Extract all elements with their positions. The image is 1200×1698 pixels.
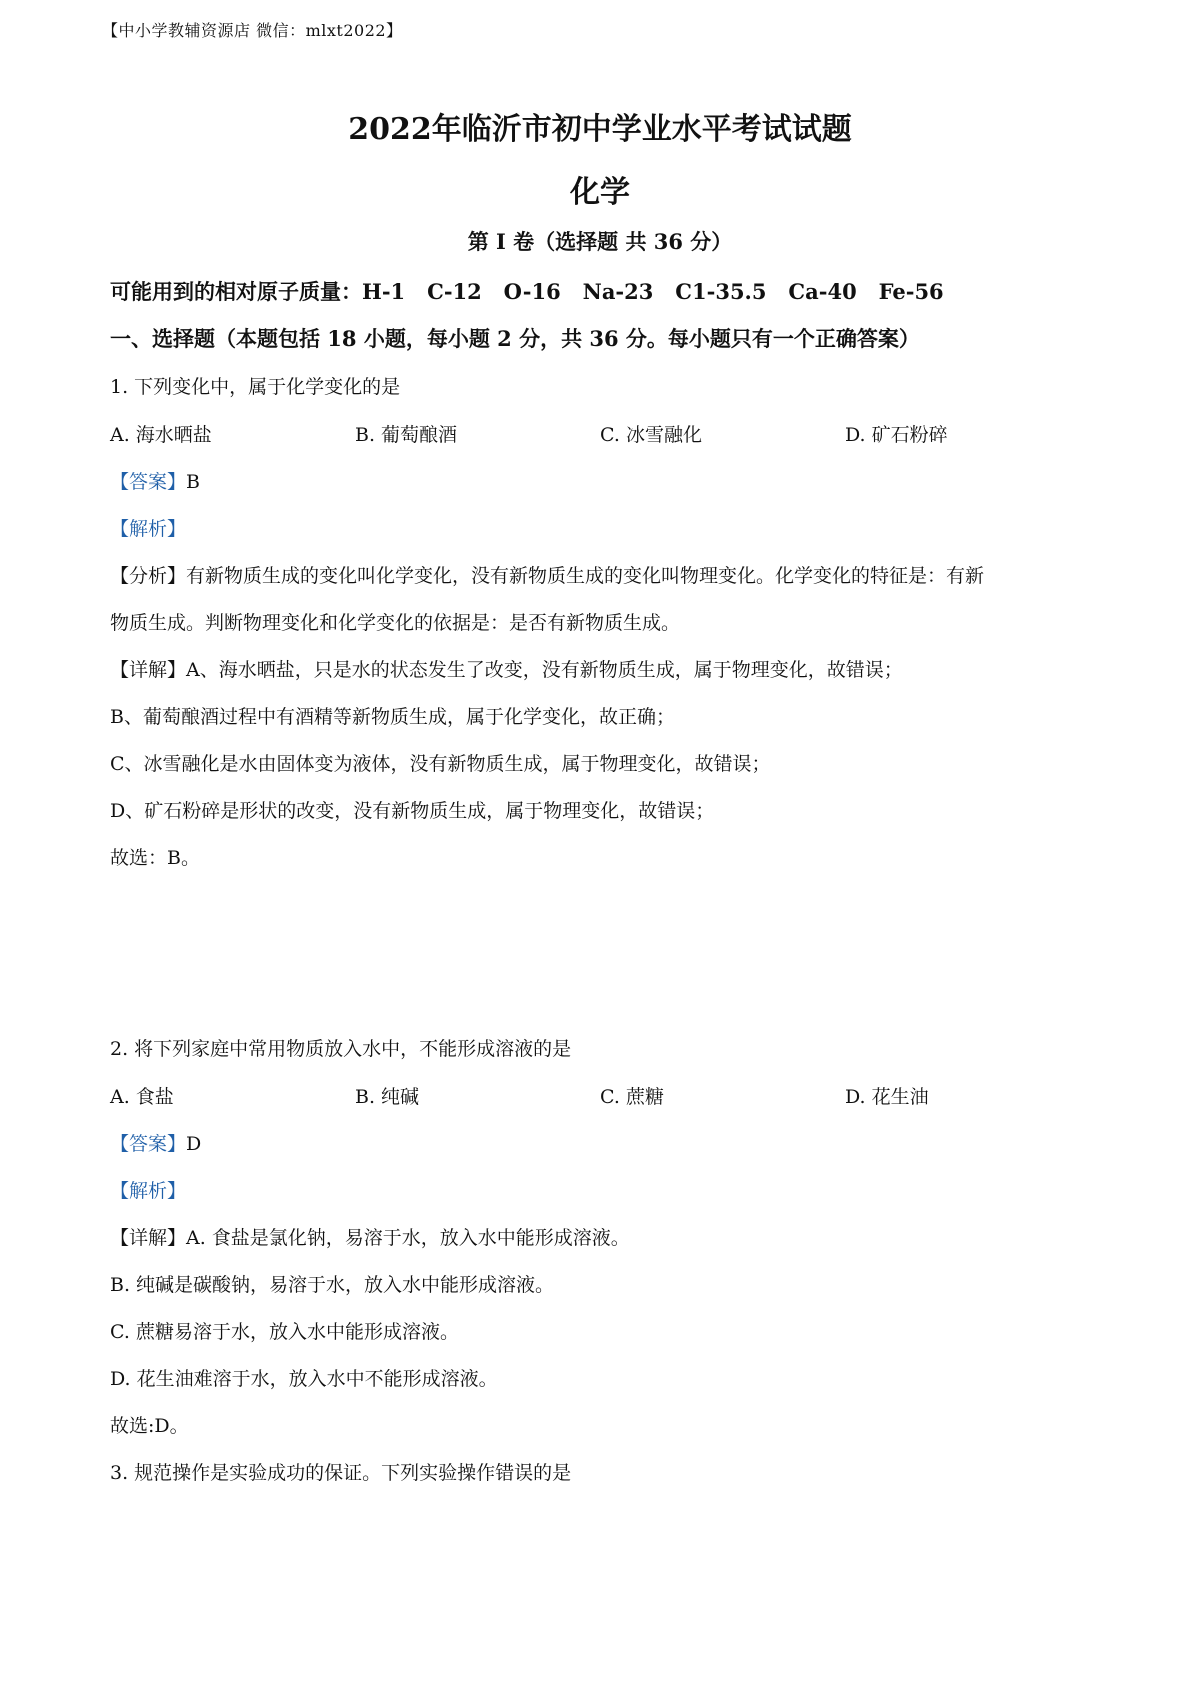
section-title: 第 I 卷（选择题 共 36 分） — [467, 229, 733, 254]
q2-detail-b: B. 纯碱是碳酸钠，易溶于水，放入水中能形成溶液。 — [110, 1274, 555, 1296]
q1-analysis-intro-2: 物质生成。判断物理变化和化学变化的依据是：是否有新物质生成。 — [110, 612, 681, 634]
part-one-heading: 一、选择题（本题包括 18 小题，每小题 2 分，共 36 分。每小题只有一个正确答案） — [110, 326, 920, 351]
subject-title: 化学 — [570, 175, 630, 210]
q2-detail-c: C. 蔗糖易溶于水，放入水中能形成溶液。 — [110, 1321, 459, 1343]
watermark-text: 【中小学教辅资源店 微信：mlxt2022】 — [102, 21, 403, 40]
exam-title: 2022年临沂市初中学业水平考试试题 — [348, 112, 852, 147]
atomic-masses: 可能用到的相对原子质量：H-1 C-12 O-16 Na-23 C1-35.5 Ca-40 Fe-56 — [110, 279, 944, 304]
q1-detail-b: B、葡萄酿酒过程中有酒精等新物质生成，属于化学变化，故正确； — [110, 706, 675, 728]
q1-analysis-tag: 【解析】 — [110, 518, 187, 540]
q2-detail-a: 【详解】A. 食盐是氯化钠，易溶于水，放入水中能形成溶液。 — [110, 1227, 630, 1249]
q2-option-c: C. 蔗糖 — [600, 1086, 664, 1108]
q1-answer-tag: 【答案】 — [110, 471, 187, 493]
q2-detail-d: D. 花生油难溶于水，放入水中不能形成溶液。 — [110, 1368, 498, 1390]
q2-stem: 2. 将下列家庭中常用物质放入水中，不能形成溶液的是 — [110, 1038, 572, 1060]
q2-option-d: D. 花生油 — [845, 1086, 929, 1108]
q3-stem: 3. 规范操作是实验成功的保证。下列实验操作错误的是 — [110, 1462, 572, 1484]
q1-conclusion: 故选：B。 — [110, 847, 200, 869]
q1-stem: 1. 下列变化中，属于化学变化的是 — [110, 376, 401, 398]
q2-answer — [110, 1129, 201, 1156]
q1-answer-value: B — [186, 471, 200, 493]
q2-answer-value: D — [186, 1133, 202, 1155]
q1-analysis-intro-1: 【分析】有新物质生成的变化叫化学变化，没有新物质生成的变化叫物理变化。化学变化的特征是：有新 — [110, 565, 985, 587]
q1-answer — [110, 467, 200, 494]
q2-option-a: A. 食盐 — [110, 1086, 174, 1108]
q2-options — [110, 1082, 1090, 1109]
q1-option-b: B. 葡萄酿酒 — [355, 424, 458, 446]
q1-detail-c: C、冰雪融化是水由固体变为液体，没有新物质生成，属于物理变化，故错误； — [110, 753, 771, 775]
q1-detail-d: D、矿石粉碎是形状的改变，没有新物质生成，属于物理变化，故错误； — [110, 800, 715, 822]
q1-option-c: C. 冰雪融化 — [600, 424, 702, 446]
q2-answer-tag: 【答案】 — [110, 1133, 187, 1155]
q1-detail-a: 【详解】A、海水晒盐，只是水的状态发生了改变，没有新物质生成，属于物理变化，故错误； — [110, 659, 903, 681]
q1-options — [110, 420, 1090, 447]
q2-conclusion: 故选:D。 — [110, 1415, 189, 1437]
q1-option-a: A. 海水晒盐 — [110, 424, 212, 446]
q1-option-d: D. 矿石粉碎 — [845, 424, 948, 446]
q2-option-b: B. 纯碱 — [355, 1086, 420, 1108]
q2-analysis-tag: 【解析】 — [110, 1180, 187, 1202]
